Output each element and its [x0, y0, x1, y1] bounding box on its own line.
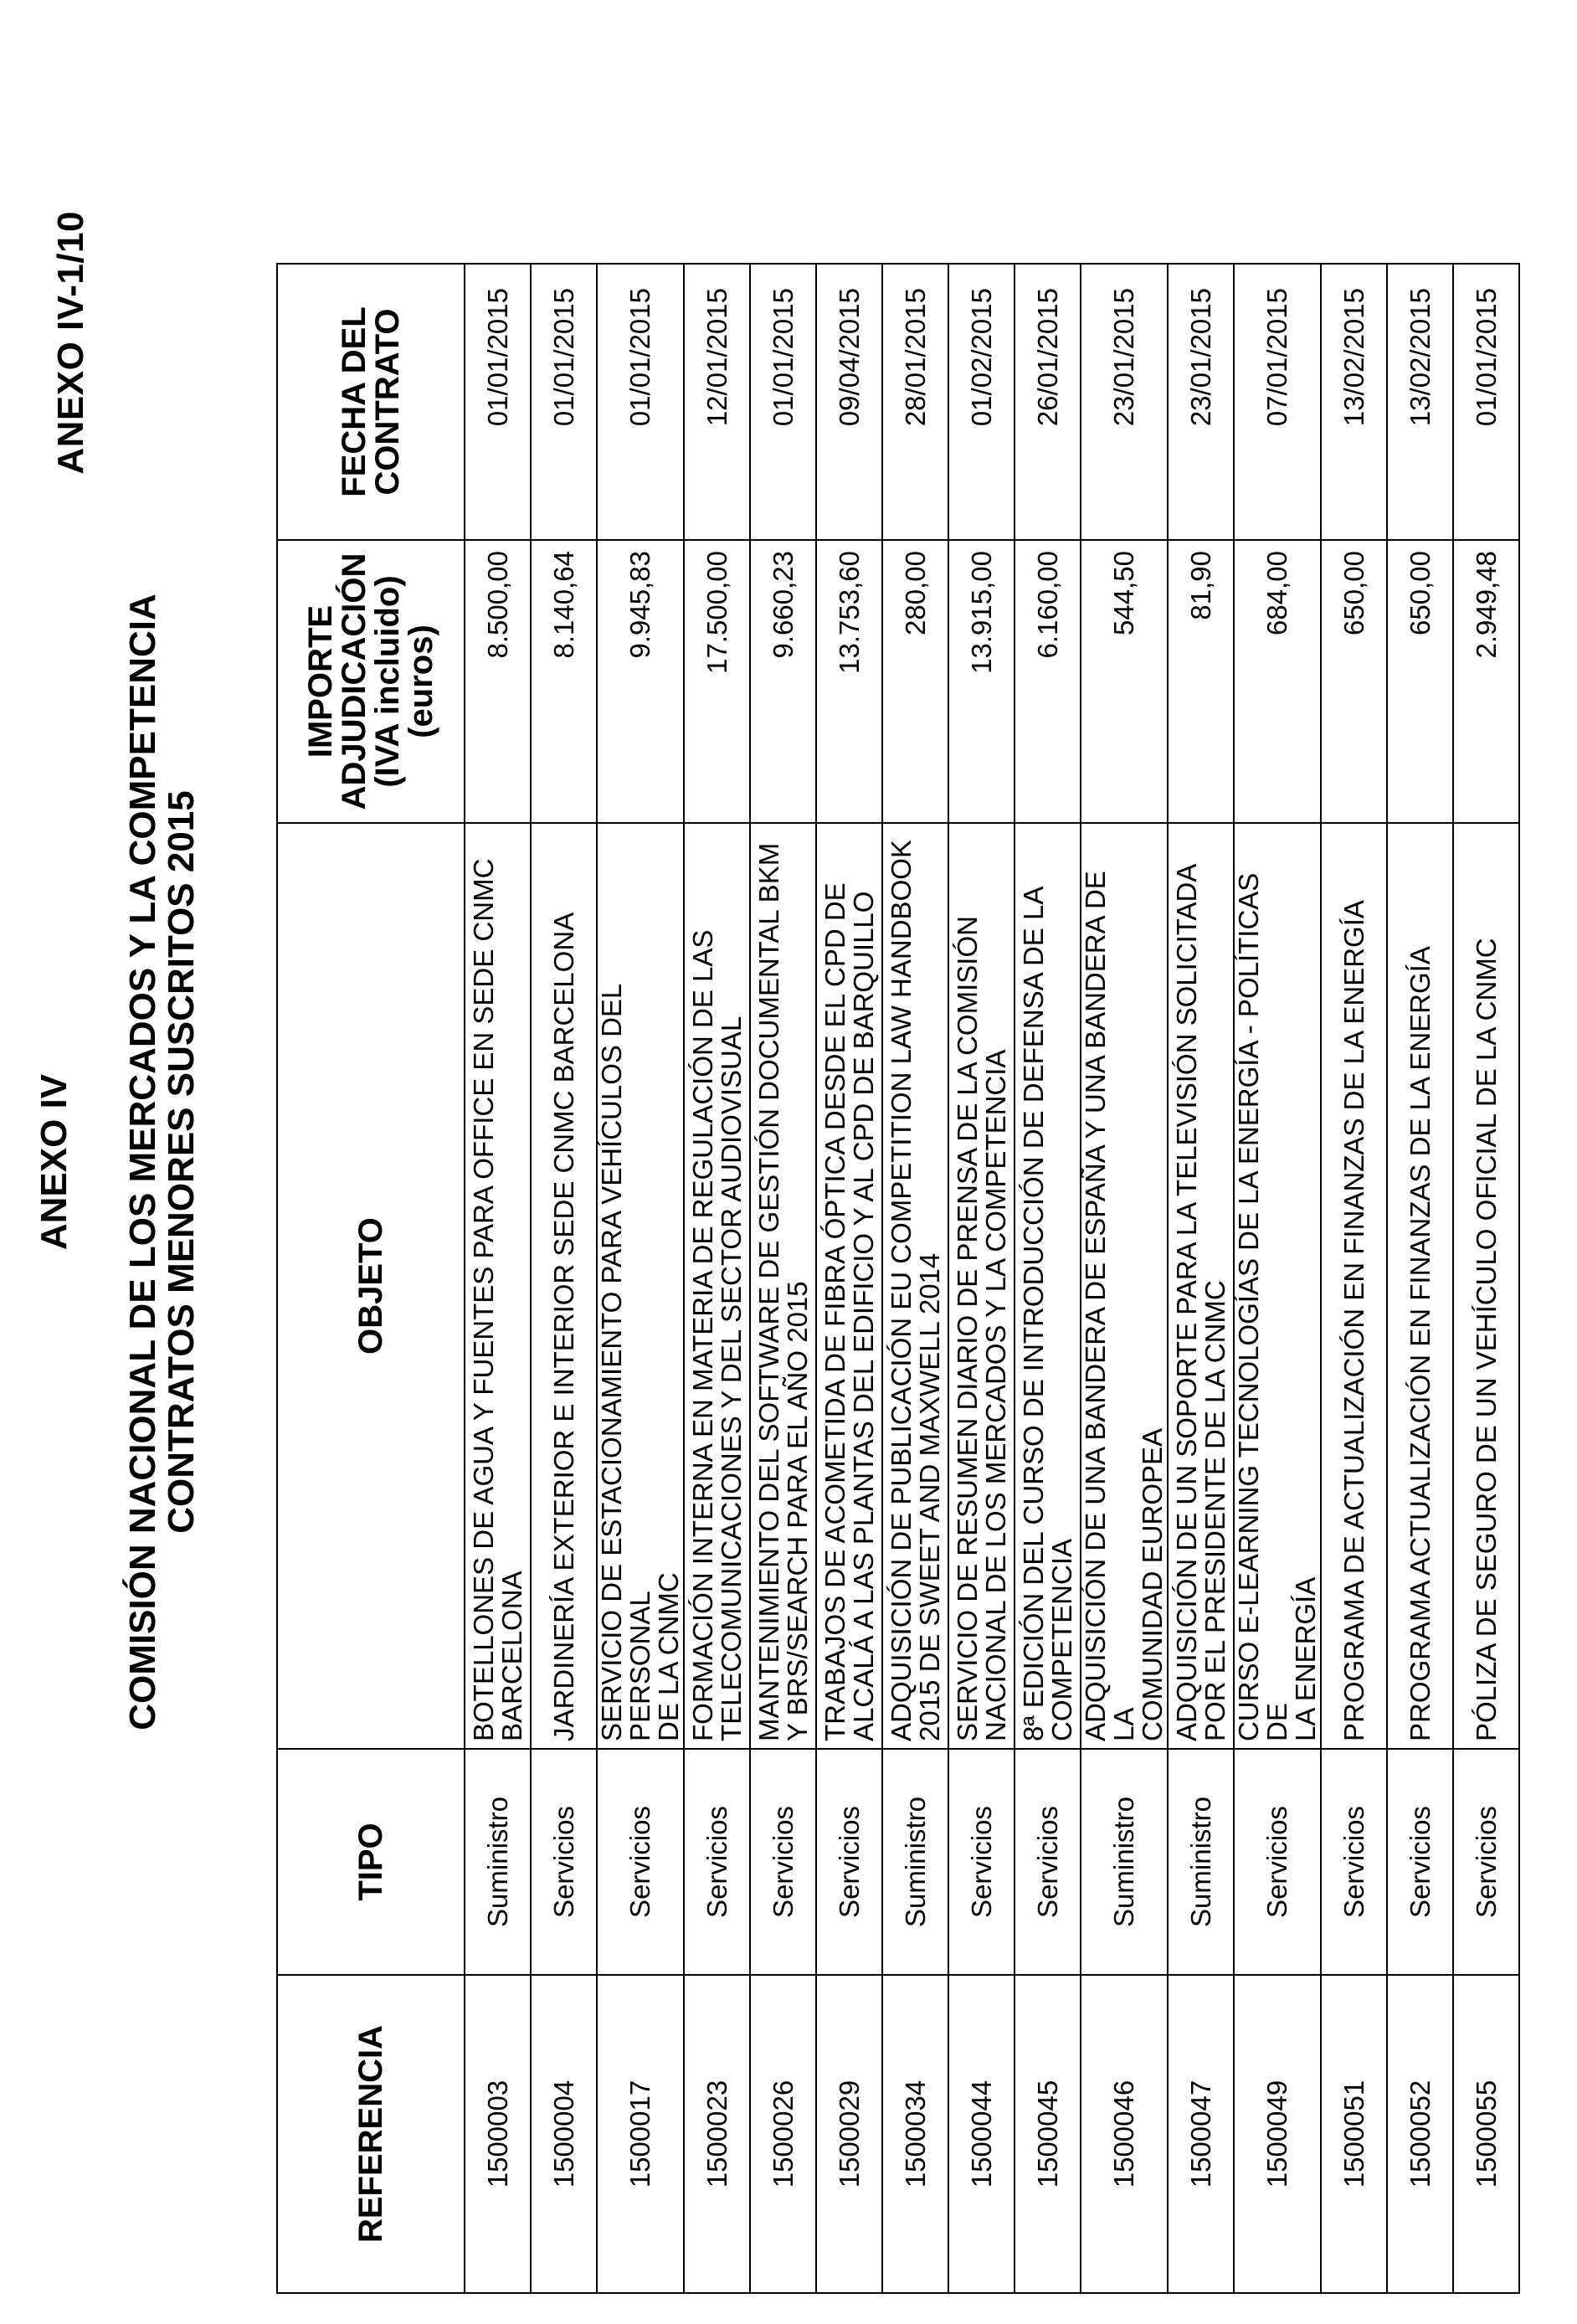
cell-objeto [1081, 823, 1168, 1749]
cell-importe: 8.500,00 [465, 540, 531, 823]
objeto-line: LA ENERGÍA [1290, 1576, 1321, 1741]
cell-referencia: 1500046 [1081, 1975, 1168, 2293]
cell-fecha: 01/01/2015 [531, 264, 597, 540]
cell-referencia: 1500049 [1234, 1975, 1321, 2293]
cell-tipo: Suministro [1168, 1749, 1234, 1975]
objeto-line: ADQUISICIÓN DE PUBLICACIÓN EU COMPETITION LAW HANDBOOK [885, 840, 917, 1741]
objeto-line: DE LA CNMC [653, 1572, 684, 1741]
header-referencia: REFERENCIA [277, 1975, 465, 2293]
cell-referencia: 1500044 [948, 1975, 1015, 2293]
table-row [750, 264, 816, 2293]
header-importe-line: (euros) [403, 625, 439, 738]
contracts-table [276, 263, 1520, 2294]
cell-referencia: 1500026 [750, 1975, 816, 2293]
cell-fecha: 28/01/2015 [882, 264, 948, 540]
cell-importe: 280,00 [882, 540, 948, 823]
cell-tipo: Servicios [1453, 1749, 1519, 1975]
cell-referencia: 1500029 [816, 1975, 882, 2293]
objeto-line: PROGRAMA ACTUALIZACIÓN EN FINANZAS DE LA ENERGÍA [1404, 946, 1436, 1741]
cell-importe: 17.500,00 [684, 540, 750, 823]
header-importe-line: IMPORTE [302, 604, 339, 758]
objeto-line: MANTENIMIENTO DEL SOFTWARE DE GESTIÓN DOCUMENTAL BKM [753, 842, 784, 1741]
objeto-line: SERVICIO DE ESTACIONAMIENTO PARA VEHÍCULOS DEL PERSONAL [596, 984, 655, 1741]
cell-tipo: Servicios [1321, 1749, 1387, 1975]
cell-importe: 2.949,48 [1453, 540, 1519, 823]
table-row [684, 264, 750, 2293]
cell-tipo: Suministro [1081, 1749, 1168, 1975]
objeto-line: TELECOMUNICACIONES Y DEL SECTOR AUDIOVISUAL [715, 1015, 747, 1741]
annex-page-label: ANEXO IV-1/10 [50, 211, 91, 475]
objeto-line: 8ª EDICIÓN DEL CURSO DE INTRODUCCIÓN DE DEFENSA DE LA [1017, 886, 1049, 1741]
objeto-line: ALCALÁ A LAS PLANTAS DEL EDIFICIO Y AL CPD DE BARQUILLO [847, 891, 879, 1741]
cell-fecha: 01/01/2015 [1453, 264, 1519, 540]
cell-fecha: 09/04/2015 [816, 264, 882, 540]
cell-objeto [465, 823, 531, 1749]
cell-fecha: 23/01/2015 [1168, 264, 1234, 540]
objeto-line: ADQUISICIÓN DE UNA BANDERA DE ESPAÑA Y UNA BANDERA DE LA [1080, 871, 1139, 1741]
cell-tipo: Servicios [750, 1749, 816, 1975]
cell-objeto [816, 823, 882, 1749]
objeto-line: NACIONAL DE LOS MERCADOS Y LA COMPETENCIA [979, 1049, 1011, 1741]
cell-tipo: Servicios [531, 1749, 597, 1975]
cell-importe: 650,00 [1321, 540, 1387, 823]
table-row [1321, 264, 1387, 2293]
cell-referencia: 1500034 [882, 1975, 948, 2293]
cell-objeto [882, 823, 948, 1749]
title-organization: COMISIÓN NACIONAL DE LOS MERCADOS Y LA COMPETENCIA [122, 594, 163, 1730]
cell-importe: 6.160,00 [1015, 540, 1081, 823]
objeto-line: POR EL PRESIDENTE DE LA CNMC [1199, 1280, 1230, 1741]
cell-importe: 9.945,83 [597, 540, 684, 823]
cell-referencia: 1500017 [597, 1975, 684, 2293]
cell-objeto [1321, 823, 1387, 1749]
objeto-line: Y BRS/SEARCH PARA EL AÑO 2015 [781, 1281, 813, 1741]
cell-objeto [597, 823, 684, 1749]
header-importe [277, 540, 465, 823]
cell-fecha: 07/01/2015 [1234, 264, 1321, 540]
cell-referencia: 1500047 [1168, 1975, 1234, 2293]
cell-objeto [1387, 823, 1453, 1749]
cell-fecha: 13/02/2015 [1387, 264, 1453, 540]
cell-referencia: 1500051 [1321, 1975, 1387, 2293]
cell-objeto [1015, 823, 1081, 1749]
header-importe-line: (IVA incluido) [369, 575, 406, 788]
cell-importe: 9.660,23 [750, 540, 816, 823]
header-fecha-line: FECHA DEL [336, 306, 372, 497]
objeto-line: ADQUISICIÓN DE UN SOPORTE PARA LA TELEVISIÓN SOLICITADA [1170, 863, 1202, 1741]
cell-tipo: Servicios [948, 1749, 1015, 1975]
cell-fecha: 01/01/2015 [465, 264, 531, 540]
table-row [1015, 264, 1081, 2293]
objeto-line: TRABAJOS DE ACOMETIDA DE FIBRA ÓPTICA DESDE EL CPD DE [819, 882, 850, 1741]
objeto-line: BOTELLONES DE AGUA Y FUENTES PARA OFFICE EN SEDE CNMC [467, 858, 499, 1741]
cell-objeto [948, 823, 1015, 1749]
table-row [1387, 264, 1453, 2293]
table-row [465, 264, 531, 2293]
table-row [597, 264, 684, 2293]
cell-referencia: 1500052 [1387, 1975, 1453, 2293]
cell-importe: 684,00 [1234, 540, 1321, 823]
table-row [816, 264, 882, 2293]
objeto-line: PROGRAMA DE ACTUALIZACIÓN EN FINANZAS DE LA ENERGÍA [1338, 900, 1369, 1741]
objeto-line: 2015 DE SWEET AND MAXWELL 2014 [913, 1252, 945, 1741]
cell-fecha: 26/01/2015 [1015, 264, 1081, 540]
objeto-line: CURSO E-LEARNING TECNOLOGÍAS DE LA ENERGÍA - POLÍTICAS DE [1233, 872, 1292, 1741]
table-header-row [277, 264, 465, 2293]
table-row [531, 264, 597, 2293]
cell-tipo: Servicios [597, 1749, 684, 1975]
objeto-line: COMUNIDAD EUROPEA [1137, 1427, 1168, 1741]
objeto-line: BARCELONA [496, 1571, 527, 1741]
header-objeto: OBJETO [277, 823, 465, 1749]
cell-tipo: Suministro [465, 1749, 531, 1975]
cell-tipo: Servicios [684, 1749, 750, 1975]
cell-importe: 650,00 [1387, 540, 1453, 823]
table-row [882, 264, 948, 2293]
cell-referencia: 1500023 [684, 1975, 750, 2293]
cell-referencia: 1500045 [1015, 1975, 1081, 2293]
objeto-line: JARDINERÍA EXTERIOR E INTERIOR SEDE CNMC BARCELONA [547, 912, 579, 1741]
cell-referencia: 1500055 [1453, 1975, 1519, 2293]
header-importe-line: ADJUDICACIÓN [336, 553, 372, 810]
cell-fecha: 12/01/2015 [684, 264, 750, 540]
objeto-line: FORMACIÓN INTERNA EN MATERIA DE REGULACIÓN DE LAS [686, 929, 718, 1741]
cell-referencia: 1500004 [531, 1975, 597, 2293]
table-body [465, 264, 1519, 2293]
table-row [1168, 264, 1234, 2293]
cell-importe: 13.915,00 [948, 540, 1015, 823]
table-row [948, 264, 1015, 2293]
header-fecha [277, 264, 465, 540]
objeto-line: SERVICIO DE RESUMEN DIARIO DE PRENSA DE LA COMISIÓN [951, 916, 983, 1741]
cell-objeto [531, 823, 597, 1749]
title-subject: CONTRATOS MENORES SUSCRITOS 2015 [161, 790, 202, 1534]
cell-importe: 544,50 [1081, 540, 1168, 823]
cell-fecha: 01/01/2015 [597, 264, 684, 540]
table-row [1081, 264, 1168, 2293]
cell-objeto [684, 823, 750, 1749]
table-row [1234, 264, 1321, 2293]
cell-fecha: 13/02/2015 [1321, 264, 1387, 540]
cell-objeto [1234, 823, 1321, 1749]
cell-importe: 81,90 [1168, 540, 1234, 823]
cell-importe: 8.140,64 [531, 540, 597, 823]
cell-objeto [1168, 823, 1234, 1749]
header-tipo: TIPO [277, 1749, 465, 1975]
objeto-line: COMPETENCIA [1045, 1538, 1077, 1741]
cell-tipo: Servicios [1387, 1749, 1453, 1975]
cell-tipo: Servicios [1234, 1749, 1321, 1975]
annex-title: ANEXO IV [33, 1073, 74, 1251]
cell-fecha: 01/02/2015 [948, 264, 1015, 540]
cell-tipo: Suministro [882, 1749, 948, 1975]
table-row [1453, 264, 1519, 2293]
document-title [124, 0, 201, 2324]
cell-tipo: Servicios [816, 1749, 882, 1975]
header-fecha-line: CONTRATO [369, 308, 406, 496]
cell-fecha: 23/01/2015 [1081, 264, 1168, 540]
objeto-line: PÓLIZA DE SEGURO DE UN VEHÍCULO OFICIAL DE LA CNMC [1470, 938, 1502, 1741]
cell-importe: 13.753,60 [816, 540, 882, 823]
cell-referencia: 1500003 [465, 1975, 531, 2293]
cell-fecha: 01/01/2015 [750, 264, 816, 540]
cell-objeto [750, 823, 816, 1749]
cell-objeto [1453, 823, 1519, 1749]
cell-tipo: Servicios [1015, 1749, 1081, 1975]
